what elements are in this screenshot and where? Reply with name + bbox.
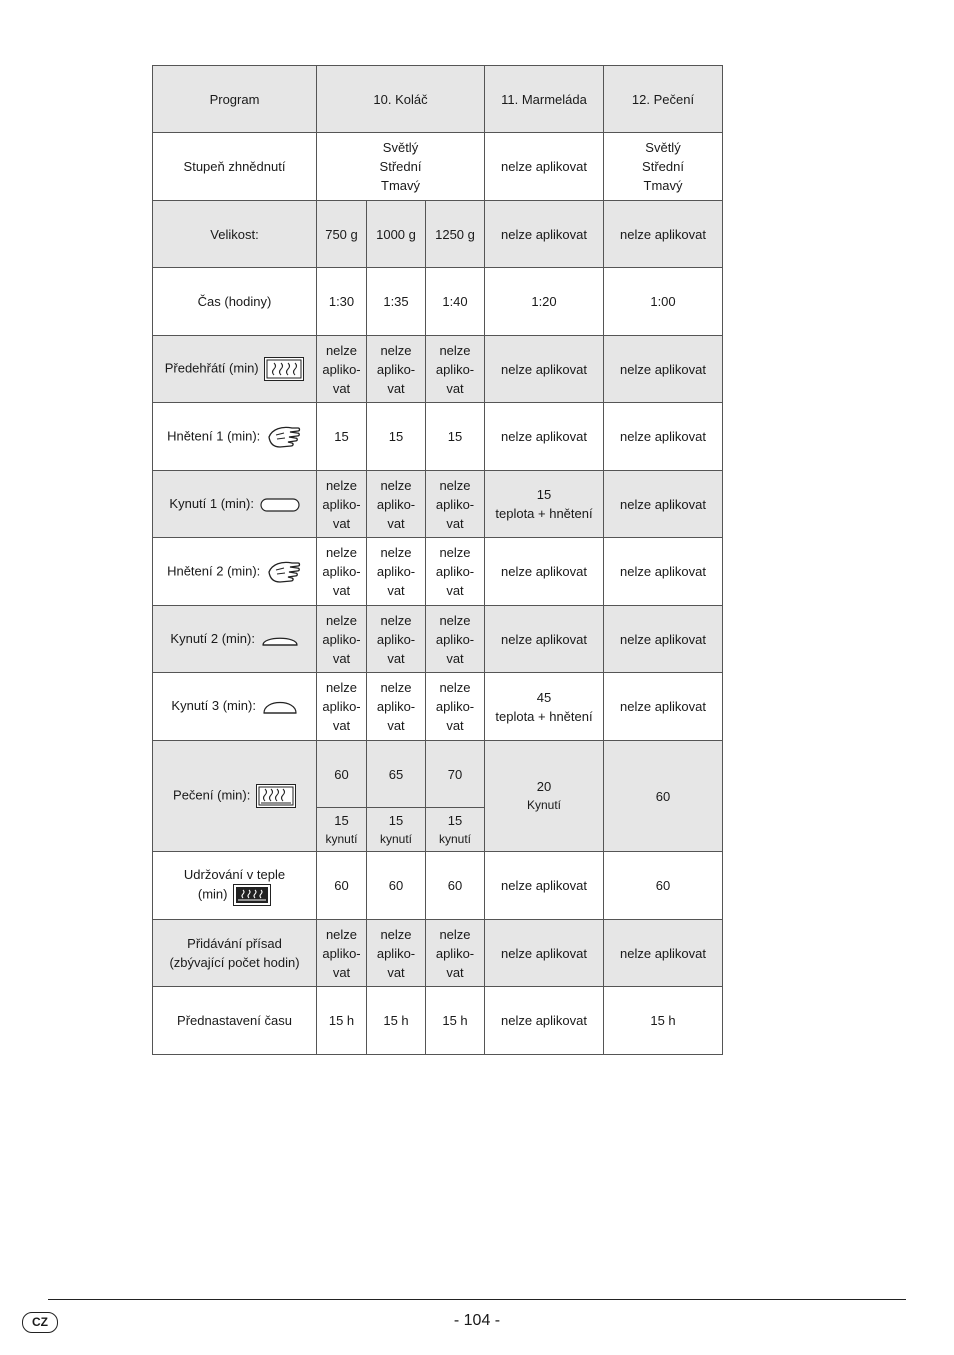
row-program	[153, 66, 723, 133]
rise1-marm-note: teplota + hnětení	[495, 506, 593, 521]
keepwarm-cell: 60	[426, 852, 485, 920]
na-part: apliko-	[376, 945, 416, 961]
row-browning	[153, 133, 723, 201]
keepwarm-peceni: 60	[604, 852, 723, 920]
knead2-label-cell	[153, 538, 317, 606]
browning-peceni	[604, 133, 723, 201]
na-part: apliko-	[376, 564, 416, 579]
na-split-cell	[426, 538, 485, 606]
size-cell: 1250 g	[426, 201, 485, 268]
na-part: vat	[446, 380, 464, 396]
na-part: nelze	[325, 342, 358, 358]
na-part: vat	[332, 515, 351, 531]
na-split-cell	[367, 920, 426, 987]
knead2-label: Hnětení 2 (min):	[167, 562, 261, 578]
size-marmelada: nelze aplikovat	[485, 201, 604, 268]
na-part: nelze	[439, 342, 471, 358]
rise2-peceni: nelze aplikovat	[604, 606, 723, 673]
dough-rise-icon	[260, 496, 300, 514]
na-part: nelze	[380, 342, 412, 358]
rise3-marmelada	[485, 673, 604, 741]
bake-sub-note: kynutí	[379, 831, 412, 846]
rise1-label-cell	[153, 471, 317, 538]
browning-kolac	[317, 133, 485, 201]
rise3-marm-value: 45	[536, 689, 552, 705]
bake-marm-note: Kynutí	[526, 798, 562, 812]
add-label-cell	[153, 920, 317, 987]
preheat-peceni: nelze aplikovat	[604, 336, 723, 403]
preheat-label-cell	[153, 336, 317, 403]
na-part: apliko-	[435, 945, 475, 961]
preset-cell: 15 h	[317, 987, 367, 1055]
na-split-cell	[426, 471, 485, 538]
na-part: apliko-	[376, 496, 416, 512]
na-part: vat	[332, 718, 351, 733]
bake-sub-cell	[367, 808, 426, 852]
na-part: vat	[332, 650, 351, 666]
size-cell: 1000 g	[367, 201, 426, 268]
na-part: apliko-	[435, 361, 475, 377]
country-badge: CZ	[22, 1312, 58, 1333]
keep-warm-icon	[233, 884, 271, 906]
add-peceni: nelze aplikovat	[604, 920, 723, 987]
na-part: apliko-	[322, 361, 361, 377]
bake-cell: 65	[367, 741, 426, 808]
time-peceni: 1:00	[604, 268, 723, 336]
row-rise3	[153, 673, 723, 741]
time-cell: 1:35	[367, 268, 426, 336]
row-rise1	[153, 471, 723, 538]
col-header-kolac: 10. Koláč	[317, 66, 485, 133]
add-label: Přidávání přísad	[187, 936, 282, 951]
knead1-marmelada: nelze aplikovat	[485, 403, 604, 471]
na-part: vat	[446, 718, 464, 733]
row-knead1	[153, 403, 723, 471]
na-part: vat	[446, 964, 464, 980]
rise1-marm-value: 15	[536, 487, 552, 502]
na-part: vat	[332, 583, 351, 598]
na-part: nelze	[325, 545, 358, 560]
preset-cell: 15 h	[367, 987, 426, 1055]
na-part: nelze	[325, 477, 358, 493]
keepwarm-marmelada: nelze aplikovat	[485, 852, 604, 920]
na-part: nelze	[325, 680, 358, 695]
keepwarm-cell: 60	[367, 852, 426, 920]
heater-icon	[264, 357, 304, 381]
na-part: apliko-	[322, 564, 361, 579]
time-cell: 1:40	[426, 268, 485, 336]
size-peceni: nelze aplikovat	[604, 201, 723, 268]
bake-label-cell	[153, 741, 317, 852]
knead1-label: Hnětení 1 (min):	[167, 427, 261, 443]
time-cell: 1:30	[317, 268, 367, 336]
dough-rise-icon	[262, 697, 298, 717]
na-split-cell	[367, 471, 426, 538]
na-split-cell	[317, 471, 367, 538]
rise2-label: Kynutí 2 (min):	[170, 631, 255, 647]
na-part: apliko-	[322, 945, 361, 961]
bake-marm-value: 20	[536, 779, 552, 794]
preset-label: Přednastavení času	[153, 987, 317, 1055]
na-part: apliko-	[435, 631, 475, 647]
na-part: apliko-	[376, 631, 416, 647]
time-marmelada: 1:20	[485, 268, 604, 336]
na-part: nelze	[380, 926, 412, 942]
na-part: vat	[332, 964, 351, 980]
rise2-marmelada: nelze aplikovat	[485, 606, 604, 673]
preset-peceni: 15 h	[604, 987, 723, 1055]
na-part: nelze	[325, 926, 358, 942]
browning-level: Světlý	[382, 140, 419, 155]
na-part: vat	[387, 964, 405, 980]
knead1-cell: 15	[426, 403, 485, 471]
bake-sub-cell	[426, 808, 485, 852]
knead1-cell: 15	[317, 403, 367, 471]
na-part: nelze	[380, 477, 412, 493]
knead2-peceni: nelze aplikovat	[604, 538, 723, 606]
preset-cell: 15 h	[426, 987, 485, 1055]
row-rise2	[153, 606, 723, 673]
bake-sub-note: kynutí	[438, 831, 471, 846]
kneading-hand-icon	[266, 558, 302, 586]
na-split-cell	[426, 673, 485, 741]
na-split-cell	[426, 920, 485, 987]
footer-rule	[48, 1299, 906, 1300]
program-label: Program	[153, 66, 317, 133]
row-size	[153, 201, 723, 268]
row-preheat	[153, 336, 723, 403]
row-bake	[153, 741, 723, 808]
browning-level: Světlý	[645, 140, 681, 155]
rise2-label-cell	[153, 606, 317, 673]
heater-icon	[256, 784, 296, 808]
rise3-marm-note: teplota + hnětení	[495, 708, 593, 724]
time-label: Čas (hodiny)	[153, 268, 317, 336]
browning-label: Stupeň zhnědnutí	[153, 133, 317, 201]
na-part: apliko-	[435, 564, 475, 579]
na-part: apliko-	[322, 496, 361, 512]
size-cell: 750 g	[317, 201, 367, 268]
dough-rise-icon	[261, 631, 299, 649]
rise3-label-cell	[153, 673, 317, 741]
na-part: vat	[446, 583, 464, 598]
na-split-cell	[426, 606, 485, 673]
col-header-marmelada: 11. Marmeláda	[485, 66, 604, 133]
bake-cell: 60	[317, 741, 367, 808]
keepwarm-label-unit: (min)	[197, 886, 228, 902]
na-part: nelze	[439, 680, 471, 695]
na-split-cell	[367, 606, 426, 673]
rise3-label: Kynutí 3 (min):	[171, 698, 256, 714]
add-label-sub: (zbývající počet hodin)	[169, 955, 300, 970]
preheat-marmelada: nelze aplikovat	[485, 336, 604, 403]
rise1-label: Kynutí 1 (min):	[169, 496, 254, 512]
na-part: vat	[387, 583, 405, 598]
program-table	[152, 65, 723, 1055]
na-part: vat	[332, 380, 351, 396]
row-keepwarm	[153, 852, 723, 920]
bake-peceni: 60	[604, 741, 723, 852]
na-part: nelze	[380, 545, 412, 560]
na-split-cell	[367, 336, 426, 403]
bake-cell: 70	[426, 741, 485, 808]
row-preset	[153, 987, 723, 1055]
bake-sub-value: 15	[334, 812, 349, 828]
add-marmelada: nelze aplikovat	[485, 920, 604, 987]
na-part: vat	[387, 650, 405, 666]
bake-marmelada	[485, 741, 604, 852]
na-part: nelze	[380, 680, 412, 695]
knead1-label-cell	[153, 403, 317, 471]
rise1-marmelada	[485, 471, 604, 538]
rise1-peceni: nelze aplikovat	[604, 471, 723, 538]
na-split-cell	[317, 673, 367, 741]
na-part: nelze	[439, 612, 471, 628]
row-time	[153, 268, 723, 336]
na-split-cell	[317, 920, 367, 987]
knead2-marmelada: nelze aplikovat	[485, 538, 604, 606]
na-split-cell	[426, 336, 485, 403]
na-part: vat	[387, 515, 405, 531]
bake-sub-value: 15	[388, 812, 404, 828]
keepwarm-label-cell	[153, 852, 317, 920]
na-part: nelze	[439, 477, 471, 493]
na-part: vat	[387, 718, 405, 733]
size-label: Velikost:	[153, 201, 317, 268]
preheat-label: Předehřátí (min)	[164, 360, 259, 376]
na-part: nelze	[325, 612, 358, 628]
knead1-cell: 15	[367, 403, 426, 471]
keepwarm-label: Udržování v teple	[183, 867, 286, 882]
browning-level: Tmavý	[381, 178, 420, 193]
na-part: apliko-	[376, 699, 416, 714]
knead1-peceni: nelze aplikovat	[604, 403, 723, 471]
keepwarm-cell: 60	[317, 852, 367, 920]
na-part: nelze	[439, 926, 471, 942]
na-part: apliko-	[322, 699, 361, 714]
preset-marmelada: nelze aplikovat	[485, 987, 604, 1055]
na-split-cell	[367, 673, 426, 741]
row-add-ingredients	[153, 920, 723, 987]
browning-level: Střední	[379, 159, 422, 174]
na-part: apliko-	[322, 631, 361, 647]
na-split-cell	[317, 336, 367, 403]
na-part: nelze	[380, 612, 412, 628]
na-part: apliko-	[435, 699, 475, 714]
browning-marmelada: nelze aplikovat	[485, 133, 604, 201]
bake-sub-value: 15	[447, 812, 463, 828]
na-part: vat	[446, 650, 464, 666]
na-split-cell	[317, 538, 367, 606]
bake-sub-note: kynutí	[325, 831, 358, 846]
na-split-cell	[367, 538, 426, 606]
page-number: - 104 -	[453, 1312, 501, 1329]
bake-sub-cell	[317, 808, 367, 852]
col-header-peceni: 12. Pečení	[604, 66, 723, 133]
na-part: apliko-	[435, 496, 475, 512]
kneading-hand-icon	[266, 423, 302, 451]
row-knead2	[153, 538, 723, 606]
na-part: apliko-	[376, 361, 416, 377]
browning-level: Střední	[642, 159, 684, 174]
na-split-cell	[317, 606, 367, 673]
rise3-peceni: nelze aplikovat	[604, 673, 723, 741]
na-part: vat	[387, 380, 405, 396]
bake-label: Pečení (min):	[173, 787, 251, 803]
na-part: nelze	[439, 545, 471, 560]
na-part: vat	[446, 515, 464, 531]
browning-level: Tmavý	[643, 178, 683, 193]
